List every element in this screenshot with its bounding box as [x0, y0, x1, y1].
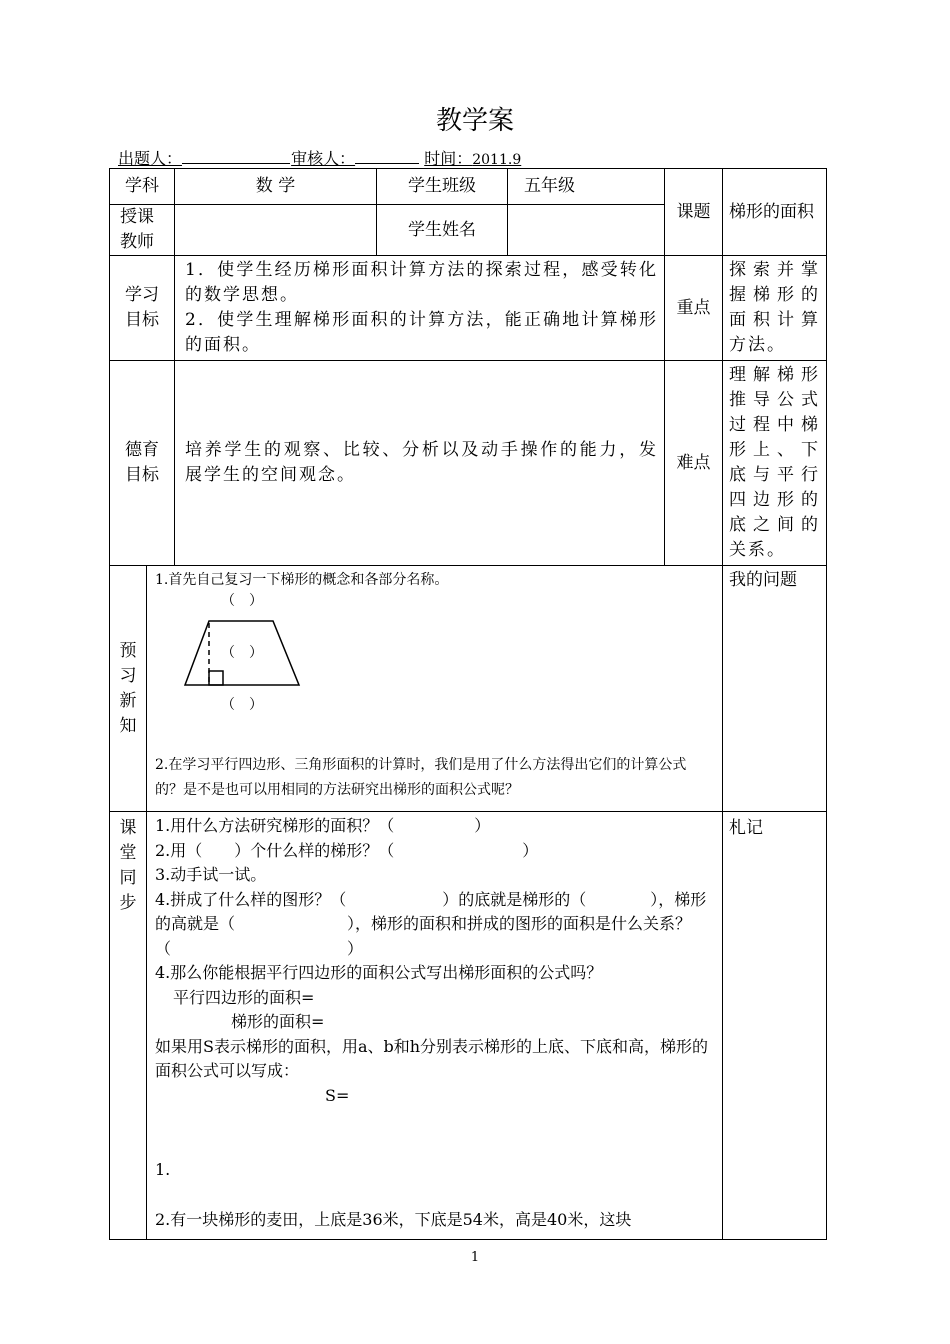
document-meta — [118, 146, 521, 169]
time-label: 时间： — [424, 149, 473, 168]
moral-label: 德育目标 — [110, 361, 175, 566]
classroom-row — [110, 812, 827, 1240]
class-line-2: 2.用（ ）个什么样的梯形？（ ） — [155, 840, 539, 860]
class-line-11: 2.有一块梯形的麦田，上底是36米，下底是54米，高是40米，这块 — [155, 1209, 632, 1229]
teacher-value — [175, 205, 377, 256]
key-point-value: 探索并掌握梯形的面积计算方法。 — [723, 256, 827, 361]
paren-top: （ ） — [221, 593, 263, 609]
setter-label: 出题人： — [118, 149, 183, 168]
reviewer-blank — [355, 149, 419, 164]
class-line-4: 4.拼成了什么样的图形？（ ）的底就是梯形的（ ），梯形的高就是（ ），梯形的面积和拼成的图形的面积是什么关系？（ ） — [155, 889, 707, 958]
moral-text: 培养学生的观察、比较、分析以及动手操作的能力，发展学生的空间观念。 — [175, 361, 665, 566]
trapezoid-diagram — [155, 593, 714, 725]
difficulty-label: 难点 — [665, 361, 723, 566]
paren-mid: （ ） — [221, 645, 263, 661]
preview-content — [147, 566, 723, 812]
student-name-label: 学生姓名 — [377, 205, 508, 256]
class-line-3: 3.动手试一试。 — [155, 865, 267, 884]
class-line-1: 1.用什么方法研究梯形的面积？（ ） — [155, 816, 491, 835]
class-line-5: 4.那么你能根据平行四边形的面积公式写出梯形面积的公式吗？ — [155, 963, 603, 982]
header-row-1 — [110, 169, 827, 205]
class-line-10: 1. — [155, 1160, 171, 1179]
topic-value: 梯形的面积 — [723, 169, 827, 256]
my-questions-label: 我的问题 — [723, 566, 827, 812]
subject-label: 学科 — [110, 169, 175, 205]
lesson-plan-table — [109, 168, 827, 1240]
student-name-value — [508, 205, 665, 256]
preview-row — [110, 566, 827, 812]
goal-line-1: 1．使学生经历梯形面积计算方法的探索过程，感受转化的数学思想。 — [185, 260, 658, 305]
preview-question-2: 2.在学习平行四边形、三角形面积的计算时，我们是用了什么方法得出它们的计算公式的？是不是也可以用相同的方法研究出梯形的面积公式呢？ — [155, 757, 687, 798]
class-line-9: S= — [325, 1085, 350, 1105]
goals-row — [110, 256, 827, 361]
class-line-7: 梯形的面积= — [231, 1012, 325, 1031]
subject-value: 数 学 — [175, 169, 377, 205]
preview-question-1: 1.首先自己复习一下梯形的概念和各部分名称。 — [155, 572, 449, 588]
class-line-8: 如果用S表示梯形的面积，用a、b和h分别表示梯形的上底、下底和高，梯形的面积公式可以写成： — [155, 1036, 709, 1080]
paren-bottom: （ ） — [221, 697, 263, 713]
topic-label: 课题 — [665, 169, 723, 256]
classroom-label: 课堂同步 — [110, 812, 147, 1240]
time-value: 2011.9 — [472, 152, 522, 168]
goals-content — [175, 256, 665, 361]
key-point-label: 重点 — [665, 256, 723, 361]
teacher-label: 授课教师 — [110, 205, 175, 256]
setter-blank — [182, 149, 290, 164]
preview-label: 预习新知 — [110, 566, 147, 812]
moral-row — [110, 361, 827, 566]
notes-label: 札记 — [723, 812, 827, 1240]
class-value: 五年级 — [508, 169, 665, 205]
page-title: 教学案 — [435, 106, 514, 136]
page-number: 1 — [470, 1250, 480, 1265]
reviewer-label: 审核人： — [291, 149, 356, 168]
class-label: 学生班级 — [377, 169, 508, 205]
difficulty-value: 理解梯形推导公式过程中梯形上、下底与平行四边形的底之间的关系。 — [723, 361, 827, 566]
classroom-content — [147, 812, 723, 1240]
goal-line-2: 2．使学生理解梯形面积的计算方法，能正确地计算梯形的面积。 — [185, 310, 658, 355]
goals-label: 学习目标 — [110, 256, 175, 361]
class-line-6: 平行四边形的面积= — [173, 987, 315, 1007]
